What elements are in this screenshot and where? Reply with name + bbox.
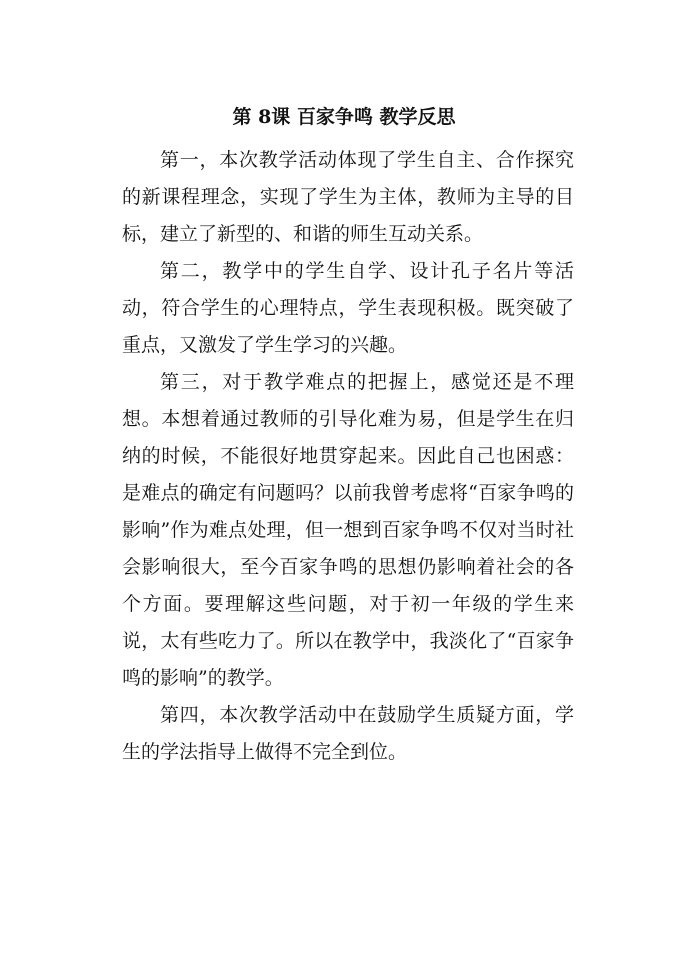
paragraph-4: 第四，本次教学活动中在鼓励学生质疑方面，学生的学法指导上做得不完全到位。 (122, 704, 574, 763)
document-body (122, 142, 574, 771)
paragraph-1: 第一，本次教学活动体现了学生自主、合作探究的新课程理念，实现了学生为主体，教师为主导的目标，建立了新型的、和谐的师生互动关系。 (122, 149, 574, 245)
paragraph-2: 第二，教学中的学生自学、设计孔子名片等活动，符合学生的心理特点，学生表现积极。既突破了重点，又激发了学生学习的兴趣。 (122, 260, 574, 356)
document-title: 第 8课 百家争鸣 教学反思 (232, 106, 456, 128)
paragraph-3: 第三，对于教学难点的把握上，感觉还是不理想。本想着通过教师的引导化难为易，但是学生在归纳的时候，不能很好地贯穿起来。因此自己也困惑：是难点的确定有问题吗？以前我曾考虑将“百家争鸣的影响”作为难点处理，但一想到百家争鸣不仅对当时社会影响很大，至今百家争鸣的思想仍影响着社会的各个方面。要理解这些问题，对于初一年级的学生来说，太有些吃力了。所以在教学中，我淡化了“百家争鸣的影响”的教学。 (122, 371, 574, 689)
